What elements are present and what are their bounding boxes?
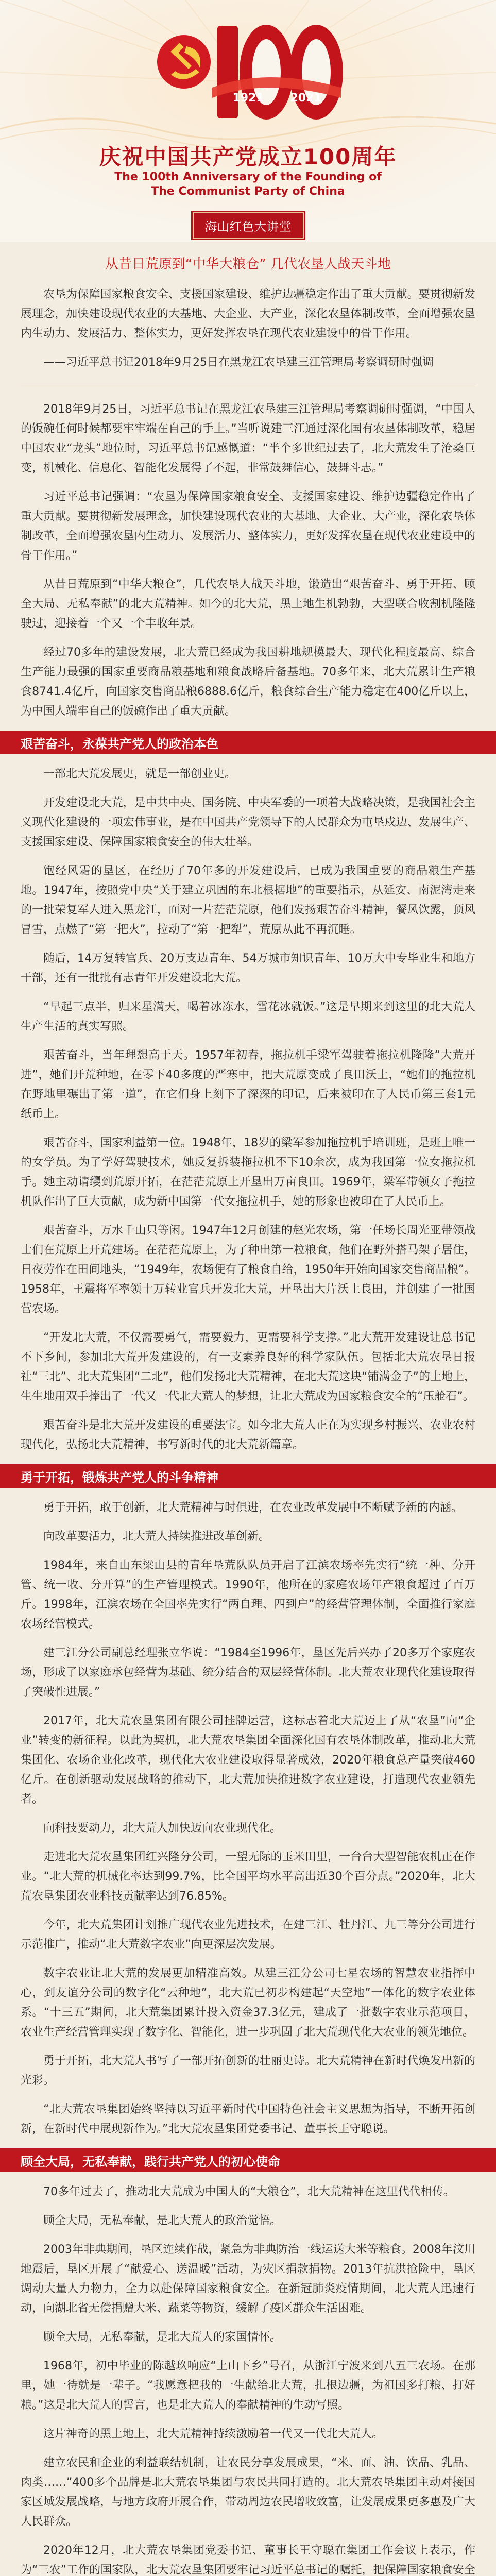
paragraph: 走进北大荒农垦集团红兴隆分公司，一望无际的玉米田里，一台台大型智能农机正在作业。“北大荒的机械化率达到99.7%，比全国平均水平高出近30个百分点。”2020年，北大荒农垦集团农业科技贡献率达到76.85%。 <box>21 1851 475 1903</box>
article-body <box>0 285 496 2576</box>
paragraph: 艰苦奋斗，国家利益第一位。1948年，18岁的梁军参加拖拉机手培训班，是班上唯一的女学员。为了学好驾驶技术，她反复拆装拖拉机不下10余次，成为我国第一位女拖拉机手。她主动请缨到荒原开拓，在茫茫荒原上开垦出万亩良田。1969年，梁军带领女子拖拉机队作出了巨大贡献，成为新中国第一代女拖拉机手，她的形象也被印在了人民币上。 <box>21 1137 475 1208</box>
section-heading-3 <box>0 2148 496 2172</box>
article-subtitle: 从昔日荒原到“中华大粮仓” 几代农垦人战天斗地 <box>0 242 496 285</box>
banner-tag: 海山红色大讲堂 <box>193 212 304 239</box>
paragraph: 勇于开拓，敢于创新，北大荒精神与时俱进，在农业改革发展中不断赋予新的内涵。 <box>43 1501 463 1514</box>
paragraph: “早起三点半，归来星满天，喝着冰冻水，雪花冰就饭。”这是早期来到这里的北大荒人生产生活的真实写照。 <box>21 1001 475 1033</box>
paragraph: 今年，北大荒集团计划推广现代农业先进技术，在建三江、牡丹江、九三等分公司进行示范推广，推动“北大荒数字农业”向更深层次发展。 <box>21 1919 475 1951</box>
paragraph: 顾全大局，无私奉献，是北大荒人的政治觉悟。 <box>43 2214 282 2227</box>
paragraph: 数字农业让北大荒的发展更加精准高效。从建三江分公司七星农场的智慧农业指挥中心，到友谊分公司的数字化“云种地”，北大荒已初步构建起“天空地”一体化的数字农业体系。“十三五”期间，北大荒集团累计投入资金37.3亿元，建成了一批数字农业示范项目，农业生产经营管理实现了数字化、智能化，进一步巩固了北大荒现代化大农业的领先地位。 <box>21 1967 475 2039</box>
paragraph: 这片神奇的黑土地上，北大荒精神持续激励着一代又一代北大荒人。 <box>43 2428 384 2441</box>
paragraph: 顾全大局，无私奉献，是北大荒人的家国情怀。 <box>43 2331 282 2344</box>
paragraph: 一部北大荒发展史，就是一部创业史。 <box>43 768 236 781</box>
year-end: 2021 <box>290 92 322 105</box>
paragraph: 建三江分公司副总经理张立华说：“1984至1996年，垦区先后兴办了20多万个家庭农场，形成了以家庭承包经营为基础、统分结合的双层经营体制。北大荒农业现代化建设取得了突破性进展。” <box>21 1647 475 1699</box>
paragraph: 艰苦奋斗，万水千山只等闲。1947年12月创建的赵光农场，第一任场长周光亚带领战士们在荒原上开荒建场。在茫茫荒原上，为了种出第一粒粮食，他们在野外搭马架子居住，日夜劳作在田间地头，“1949年，农场便有了粮食自给，1950年开始向国家交售商品粮”。1958年，王震将军率领十万转业官兵开发北大荒，开垦出大片沃土良田，并创建了一批国营农场。 <box>21 1224 475 1315</box>
section-heading-text: 勇于开拓，锻炼共产党人的斗争精神 <box>21 1470 218 1485</box>
paragraph: 经过70多年的建设发展，北大荒已经成为我国耕地规模最大、现代化程度最高、综合生产能力最强的国家重要商品粮基地和粮食战略后备基地。70多年来，北大荒累计生产粮食8741.4亿斤，向国家交售商品粮6888.6亿斤，粮食综合生产能力稳定在400亿斤以上，为中国人端牢自己的饭碗作出了重大贡献。 <box>21 646 475 718</box>
banner-title-cn: 庆祝中国共产党成立100周年 <box>99 144 397 170</box>
paragraph: 向改革要活力，北大荒人持续推进改革创新。 <box>43 1530 270 1543</box>
paragraph: “开发北大荒，不仅需要勇气，需要毅力，更需要科学支撑。”北大荒开发建设让总书记不下乡间，参加北大荒开发建设的，有一支素养良好的科学家队伍。包括北大荒农垦日报社“三北”、北大荒集团“二北”，他们发扬北大荒精神，在北大荒这块“铺满金子”的土地上，生生地用双手捧出了一代又一代北大荒人的梦想，让北大荒成为国家粮食安全的“压舱石”。 <box>21 1331 475 1403</box>
paragraph: 从昔日荒原到“中华大粮仓”，几代农垦人战天斗地，锻造出“艰苦奋斗、勇于开拓、顾全大局、无私奉献”的北大荒精神。如今的北大荒，黑土地生机勃勃，大型联合收割机隆隆驶过，迎接着一个又一个丰收年景。 <box>21 578 475 630</box>
header-banner <box>0 0 496 242</box>
paragraph: 勇于开拓，北大荒人书写了一部开拓创新的壮丽史诗。北大荒精神在新时代焕发出新的光彩。 <box>21 2055 475 2087</box>
section-heading-2 <box>0 1464 496 1488</box>
paragraph: 习近平总书记强调：“农垦为保障国家粮食安全、支援国家建设、维护边疆稳定作出了重大贡献。要贯彻新发展理念，加快建设现代农业的大基地、大企业、大产业，深化农垦体制改革，全面增强农垦内生动力、发展活力、整体实力，更好发挥农垦在现代农业建设中的骨干作用。” <box>21 490 475 562</box>
party-emblem-100-logo <box>150 10 346 134</box>
paragraph: 2018年9月25日，习近平总书记在黑龙江农垦建三江管理局考察调研时强调，“中国人的饭碗任何时候都要牢牢端在自己的手上。”当听说建三江通过深化国有农垦体制改革，稳居中国农业“龙头”地位时，习近平总书记感慨道：“半个多世纪过去了，北大荒发生了沧桑巨变，机械化、信息化、智能化发展得了不起，非常鼓舞信心，鼓舞斗志。” <box>21 403 475 474</box>
paragraph: 1984年，来自山东梁山县的青年垦荒队队员开启了江滨农场率先实行“统一种、分开管、统一收、分开算”的生产管理模式。1990年，他所在的家庭农场年产粮食超过了百万斤。1998年，江滨农场在全国率先实行“两自理、四到户”的经营管理体制，全面推行家庭农场经营模式。 <box>21 1559 475 1631</box>
paragraph: 开发建设北大荒，是中共中央、国务院、中央军委的一项着大战略决策，是我国社会主义现代化建设的一项宏伟事业，是在中国共产党领导下的人民群众为屯垦戍边、发展生产、支援国家建设、保障国家粮食安全的伟大壮举。 <box>21 796 475 849</box>
paragraph: 1968年，初中毕业的陈越玖响应“上山下乡”号召，从浙江宁波来到八五三农场。在那里，她一待就是一辈子。“我愿意把我的一生献给北大荒，扎根边疆，为祖国多打粮、打好粮。”这是北大荒人的誓言，也是北大荒人的奉献精神的生动写照。 <box>21 2360 475 2412</box>
section-heading-1 <box>0 731 496 754</box>
paragraph: 建立农民和企业的利益联结机制，让农民分享发展成果，“米、面、油、饮品、乳品、肉类……”400多个品牌是北大荒农垦集团与农民共同打造的。北大荒农垦集团主动对接国家区域发展战略，与地方政府开展合作，带动周边农民增收致富，让发展成果更多惠及广大人民群众。 <box>21 2456 475 2528</box>
paragraph: 2020年12月，北大荒农垦集团党委书记、董事长王守聪在集团工作会议上表示，作为“三农”工作的国家队，北大荒农垦集团要牢记习近平总书记的嘱托，把保障国家粮食安全 <box>21 2544 475 2576</box>
year-start: 1921 <box>232 92 264 105</box>
paragraph: 向科技要动力，北大荒人加快迈向农业现代化。 <box>43 1822 282 1835</box>
intro-paragraph: 农垦为保障国家粮食安全、支援国家建设、维护边疆稳定作出了重大贡献。要贯彻新发展理念，加快建设现代农业的大基地、大企业、大产业，深化农垦体制改革，全面增强农垦内生动力、发展活力、整体实力，更好发挥农垦在现代农业建设中的骨干作用。 <box>21 288 475 340</box>
section-heading-text: 顾全大局，无私奉献，践行共产党人的初心使命 <box>21 2154 280 2169</box>
paragraph: 2003年非典期间，垦区连续作战，紧急为非典防治一线运送大米等粮食。2008年汶川地震后，垦区开展了“献爱心、送温暖”活动，为灾区捐款捐物。2013年抗洪抢险中，垦区调动大量人力物力，全力以赴保障国家粮食安全。在新冠肺炎疫情期间，北大荒人迅速行动，向湖北省无偿捐赠大米、蔬菜等物资，缓解了疫区群众生活困难。 <box>21 2243 475 2315</box>
section-heading-text: 艰苦奋斗，永葆共产党人的政治本色 <box>21 736 218 751</box>
paragraph: 70多年过去了，推动北大荒成为中国人的“大粮仓”，北大荒精神在这里代代相传。 <box>43 2185 455 2198</box>
paragraph: 艰苦奋斗，当年理想高于天。1957年初春，拖拉机手梁军驾驶着拖拉机隆隆“大荒开进”，她们开荒种地，在零下40多度的严寒中，把大荒原变成了良田沃土，“她们的拖拉机在野地里碾出了第一道”，在它们身上刻下了深深的印记，后来被印在了人民币第三套1元纸币上。 <box>21 1049 475 1121</box>
paragraph: 随后，14万复转官兵、20万支边青年、54万城市知识青年、10万大中专毕业生和地方干部，还有一批批有志青年开发建设北大荒。 <box>21 952 475 985</box>
anniversary-logo <box>0 10 496 134</box>
intro-source: ——习近平总书记2018年9月25日在黑龙江农垦建三江管理局考察调研时强调 <box>43 356 434 369</box>
paragraph: 艰苦奋斗是北大荒开发建设的重要法宝。如今北大荒人正在为实现乡村振兴、农业农村现代化，弘扬北大荒精神，书写新时代的北大荒新篇章。 <box>21 1419 475 1451</box>
paragraph: 2017年，北大荒农垦集团有限公司挂牌运营，这标志着北大荒迈上了从“农垦”向“企业”转变的新征程。以此为契机，北大荒农垦集团全面深化国有农垦体制改革，推动北大荒集团化、农场企业化改革，现代化大农业建设取得显著成效，2020年粮食总产量突破460亿斤。在创新驱动发展战略的推动下，北大荒加快推进数字农业建设，打造现代农业领先者。 <box>21 1715 475 1806</box>
paragraph: 饱经风霜的垦区，在经历了70年多的开发建设后，已成为我国重要的商品粮生产基地。1947年，按照党中央“关于建立巩固的东北根据地”的重要指示，从延安、南泥湾走来的一批荣复军人进入黑龙江，面对一片茫茫荒原，他们发扬艰苦奋斗精神，餐风饮露，顶风冒雪，点燃了“第一把火”，拉动了“第一把犁”，荒原从此不再沉睡。 <box>21 865 475 936</box>
banner-title-en: The 100th Anniversary of the Founding of The Communist Party of China <box>114 171 382 198</box>
paragraph: “北大荒农垦集团始终坚持以习近平新时代中国特色社会主义思想为指导，不断开拓创新，在新时代中展现新作为。”北大荒农垦集团党委书记、董事长王守聪说。 <box>21 2103 475 2136</box>
